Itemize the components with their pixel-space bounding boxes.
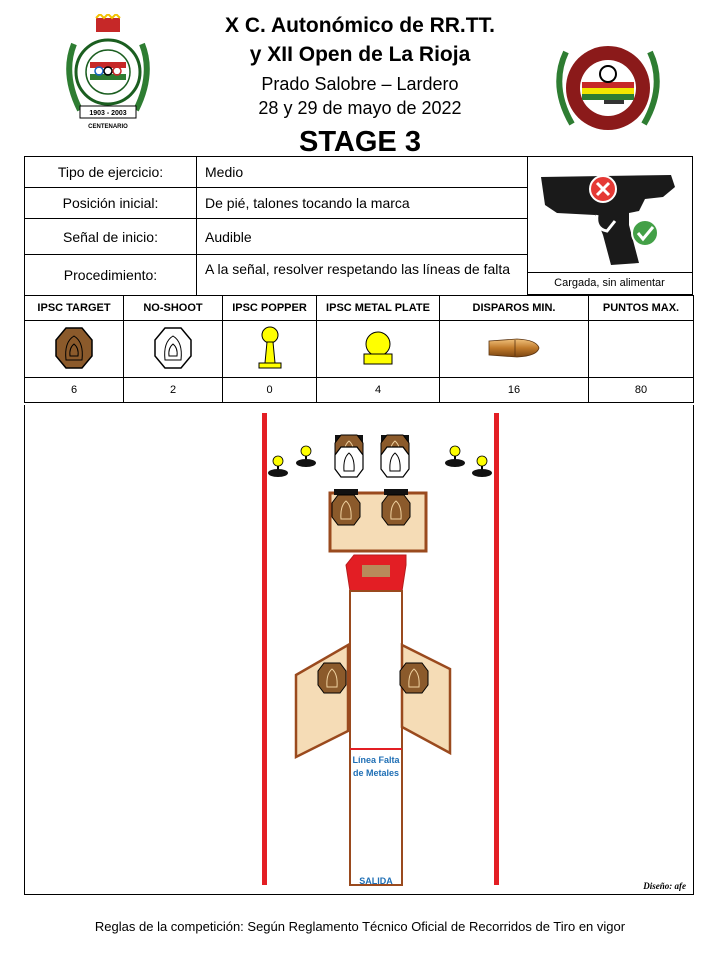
puntos-cell	[589, 321, 694, 378]
popper-icon	[255, 325, 285, 371]
title-line-1: X C. Autonómico de RR.TT.	[225, 14, 495, 37]
right-fault-line	[494, 413, 499, 885]
header-disparos-min: DISPAROS MIN.	[440, 296, 589, 321]
count-ipsc-popper: 0	[223, 378, 317, 403]
count-puntos-max: 80	[589, 378, 694, 403]
ipsc-metal-plate-cell	[317, 321, 440, 378]
info-label-2: Señal de inicio:	[25, 219, 197, 255]
header-puntos-max: PUNTOS MAX.	[589, 296, 694, 321]
logo-caption: CENTENARIO	[88, 124, 128, 130]
targets-table	[24, 295, 694, 403]
club-logo	[550, 40, 666, 134]
federation-logo	[60, 14, 156, 138]
metal-plate-1	[268, 456, 288, 477]
ipsc-target-icon	[54, 326, 94, 370]
ipsc-popper-cell	[223, 321, 317, 378]
pistol-icon	[535, 167, 685, 267]
designer-signature: Diseño: afe	[643, 881, 686, 891]
ipsc-target-cell	[25, 321, 124, 378]
info-value-1: De pié, talones tocando la marca	[197, 188, 528, 219]
fault-line-label-2: de Metales	[352, 768, 400, 778]
header-ipsc-target: IPSC TARGET	[25, 296, 124, 321]
info-value-0: Medio	[197, 157, 528, 188]
wall-target-left	[332, 495, 360, 525]
bullet-icon	[487, 336, 541, 360]
gun-caption: Cargada, sin alimentar	[527, 272, 692, 294]
wall-target-right	[382, 495, 410, 525]
title-line-2: y XII Open de La Rioja	[249, 43, 471, 66]
left-fault-line	[262, 413, 267, 885]
info-value-3: A la señal, resolver respetando las líneas de falta	[197, 255, 528, 296]
header-ipsc-popper: IPSC POPPER	[223, 296, 317, 321]
info-label-3: Procedimiento:	[25, 255, 197, 296]
no-shoot-icon	[153, 326, 193, 370]
disparos-cell	[440, 321, 589, 378]
top-target-left	[335, 435, 363, 477]
location: Prado Salobre – Lardero	[261, 74, 459, 94]
count-ipsc-metal-plate: 4	[317, 378, 440, 403]
start-label: SALIDA	[359, 876, 393, 886]
info-value-2: Audible	[197, 219, 528, 255]
metal-plate-icon	[360, 328, 396, 368]
dates: 28 y 29 de mayo de 2022	[258, 98, 462, 118]
info-table	[24, 156, 528, 296]
info-label-1: Posición inicial:	[25, 188, 197, 219]
count-no-shoot: 2	[124, 378, 223, 403]
right-side-wall	[400, 645, 450, 753]
count-disparos-min: 16	[440, 378, 589, 403]
top-target-right	[381, 435, 409, 477]
gun-box	[527, 156, 693, 295]
metal-plate-2	[296, 446, 316, 467]
stage-diagram	[24, 405, 694, 895]
stage-title: STAGE 3	[299, 126, 421, 158]
info-label-0: Tipo de ejercicio:	[25, 157, 197, 188]
fault-line-label-1: Línea Falta	[352, 755, 400, 765]
shooting-corridor	[350, 591, 402, 885]
header-no-shoot: NO-SHOOT	[124, 296, 223, 321]
logo-years: 1903 - 2003	[89, 110, 127, 117]
footer-rules: Reglas de la competición: Según Reglamento Técnico Oficial de Recorridos de Tiro en vigor	[94, 919, 626, 934]
metal-plate-4	[472, 456, 492, 477]
header-ipsc-metal-plate: IPSC METAL PLATE	[317, 296, 440, 321]
count-ipsc-target: 6	[25, 378, 124, 403]
metal-plate-3	[445, 446, 465, 467]
left-side-wall	[296, 645, 348, 757]
no-shoot-cell	[124, 321, 223, 378]
